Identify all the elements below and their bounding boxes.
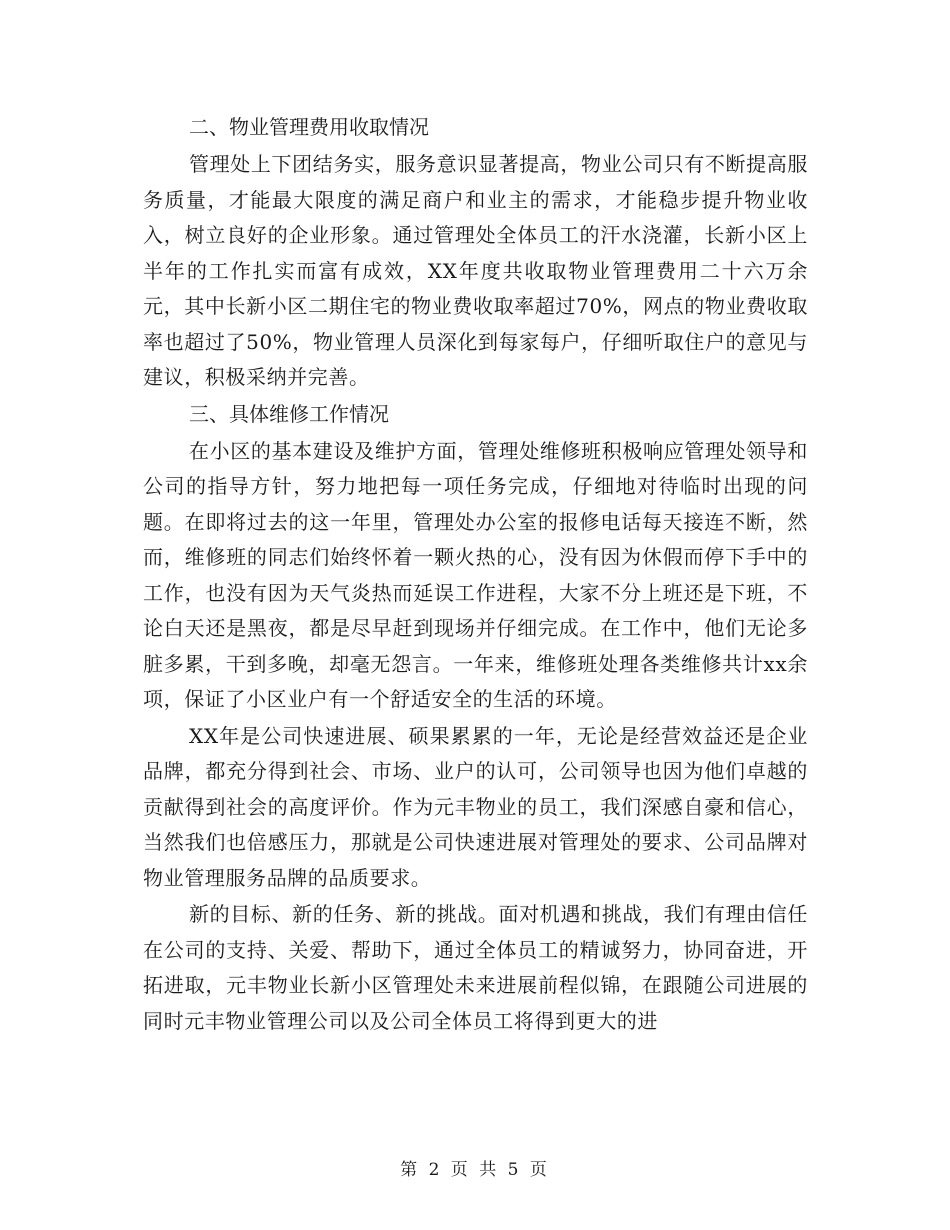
paragraph-fee-collection: 管理处上下团结务实，服务意识显著提高，物业公司只有不断提高服务质量，才能最大限度的满足商户和业主的需求，才能稳步提升物业收入，树立良好的企业形象。通过管理处全体员工的汗水浇灌，长新小区上半年的工作扎实而富有成效，XX年度共收取物业管理费用二十六万余元，其中长新小区二期住宅的物业费收取率超过70%，网点的物业费收取率也超过了50%，物业管理人员深化到每家每户，仔细听取住户的意见与建议，积极采纳并完善。: [143, 152, 808, 389]
document-body: [143, 110, 808, 1040]
page-number-footer: 第 2 页 共 5 页: [400, 1160, 550, 1180]
paragraph-new-goals: 新的目标、新的任务、新的挑战。面对机遇和挑战，我们有理由信任在公司的支持、关爱、帮助下，通过全体员工的精诚努力，协同奋进，开拓进取，元丰物业长新小区管理处未来进展前程似锦，在跟随公司进展的同时元丰物业管理公司以及公司全体员工将得到更大的进: [143, 902, 808, 1033]
paragraph-maintenance: 在小区的基本建设及维护方面，管理处维修班积极响应管理处领导和公司的指导方针，努力地把每一项任务完成，仔细地对待临时出现的问题。在即将过去的这一年里，管理处办公室的报修电话每天接连不断，然而，维修班的同志们始终怀着一颗火热的心，没有因为休假而停下手中的工作，也没有因为天气炎热而延误工作进程，大家不分上班还是下班，不论白天还是黑夜，都是尽早赶到现场并仔细完成。在工作中，他们无论多脏多累，干到多晚，却毫无怨言。一年来，维修班处理各类维修共计xx余项，保证了小区业户有一个舒适安全的生活的环境。: [143, 438, 808, 711]
paragraph-company-progress: XX年是公司快速进展、硕果累累的一年，无论是经营效益还是企业品牌，都充分得到社会、市场、业户的认可，公司领导也因为他们卓越的贡献得到社会的高度评价。作为元丰物业的员工，我们深感自豪和信心，当然我们也倍感压力，那就是公司快速进展对管理处的要求、公司品牌对物业管理服务品牌的品质要求。: [143, 723, 808, 890]
section-heading-maintenance: 三、具体维修工作情况: [189, 401, 389, 426]
section-heading-fee-collection: 二、物业管理费用收取情况: [189, 115, 429, 139]
